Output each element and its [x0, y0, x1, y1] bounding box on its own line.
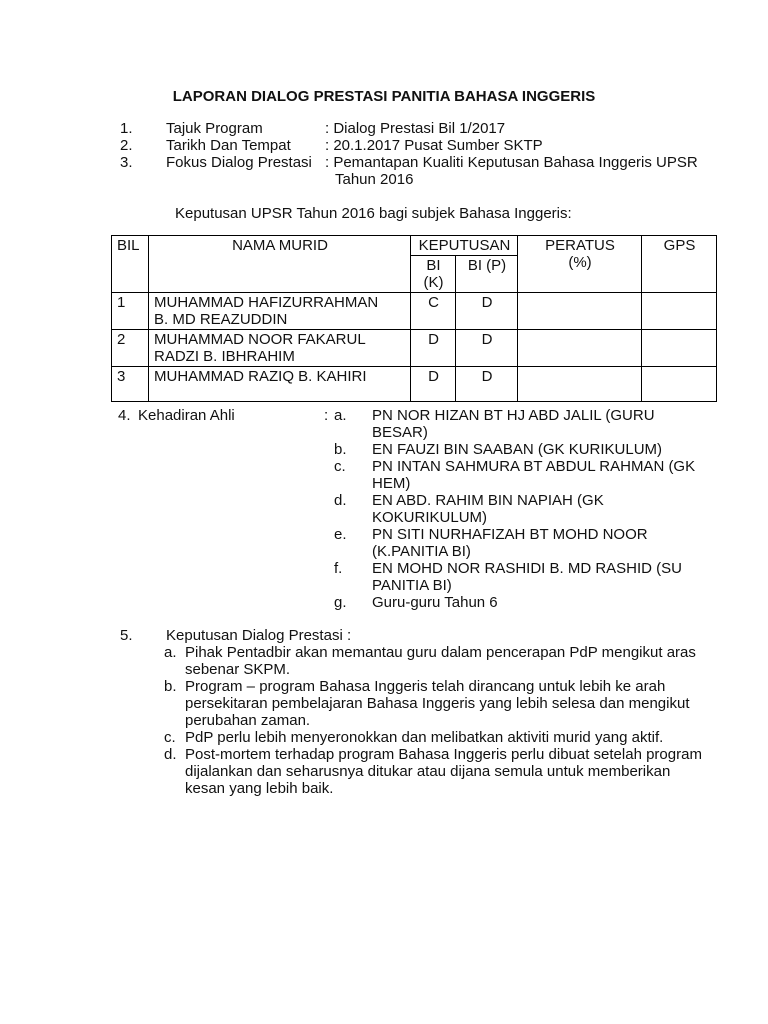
header-peratus-label: PERATUS — [545, 237, 615, 254]
decision-text-cont: dijalankan dan seharusnya ditukar atau dijana semula untuk memberikan — [185, 763, 671, 780]
cell-gps — [642, 293, 717, 330]
attendee-name: EN ABD. RAHIM BIN NAPIAH (GK — [372, 492, 604, 509]
cell-peratus — [518, 293, 642, 330]
section-5-label: Keputusan Dialog Prestasi : — [166, 627, 352, 644]
decision-text: Post-mortem terhadap program Bahasa Inggeris perlu dibuat setelah program — [185, 746, 702, 763]
cell-bi-k: D — [411, 330, 456, 367]
table-header-row — [112, 236, 717, 256]
decision-text-cont: sebenar SKPM. — [185, 661, 291, 678]
attendee-letter: e. — [334, 526, 347, 543]
attendee-name-cont: BESAR) — [372, 424, 428, 441]
info-label-tarikh: Tarikh Dan Tempat — [166, 137, 291, 154]
cell-gps — [642, 367, 717, 402]
attendee-letter: g. — [334, 594, 347, 611]
header-nama-murid: NAMA MURID — [149, 236, 411, 293]
header-bi-k-line2: (K) — [423, 274, 444, 291]
attendee-letter: a. — [334, 407, 347, 424]
cell-bi-k: C — [411, 293, 456, 330]
decision-letter: d. — [164, 746, 177, 763]
attendee-letter: d. — [334, 492, 347, 509]
cell-nama — [149, 367, 411, 402]
header-bi-k — [411, 256, 456, 293]
info-num-1: 1. — [120, 120, 133, 137]
info-num-3: 3. — [120, 154, 133, 171]
attendee-name: EN FAUZI BIN SAABAN (GK KURIKULUM) — [372, 441, 663, 458]
section-4-label: Kehadiran Ahli — [138, 407, 235, 424]
cell-bi-p: D — [456, 330, 518, 367]
attendee-name-cont: PANITIA BI) — [372, 577, 452, 594]
section-4-num: 4. — [118, 407, 131, 424]
attendee-name-cont: KOKURIKULUM) — [372, 509, 488, 526]
attendee-letter: b. — [334, 441, 347, 458]
section-5-num: 5. — [120, 627, 133, 644]
attendee-letter: f. — [334, 560, 343, 577]
header-peratus — [518, 236, 642, 293]
info-value-tarikh: : 20.1.2017 Pusat Sumber SKTP — [325, 137, 543, 154]
cell-nama-line1: MUHAMMAD NOOR FAKARUL — [154, 331, 366, 348]
cell-nama-line1: MUHAMMAD RAZIQ B. KAHIRI — [154, 368, 367, 385]
decision-text: Program – program Bahasa Inggeris telah dirancang untuk lebih ke arah — [185, 678, 666, 695]
cell-bil: 1 — [112, 293, 149, 330]
attendee-name: PN SITI NURHAFIZAH BT MOHD NOOR — [372, 526, 648, 543]
attendee-name-cont: HEM) — [372, 475, 411, 492]
cell-bi-p: D — [456, 293, 518, 330]
cell-peratus — [518, 330, 642, 367]
decision-letter: a. — [164, 644, 177, 661]
attendee-name: Guru-guru Tahun 6 — [372, 594, 498, 611]
cell-bi-p: D — [456, 367, 518, 402]
attendee-name: EN MOHD NOR RASHIDI B. MD RASHID (SU — [372, 560, 683, 577]
cell-gps — [642, 330, 717, 367]
info-label-tajuk: Tajuk Program — [166, 120, 263, 137]
decision-letter: c. — [164, 729, 176, 746]
cell-bil: 2 — [112, 330, 149, 367]
table-row — [112, 367, 717, 402]
document-title: LAPORAN DIALOG PRESTASI PANITIA BAHASA INGGERIS — [172, 88, 596, 105]
decision-letter: b. — [164, 678, 177, 695]
header-gps: GPS — [642, 236, 717, 293]
info-label-fokus: Fokus Dialog Prestasi — [166, 154, 312, 171]
header-bi-k-line1: BI — [426, 257, 441, 274]
cell-nama-line2: RADZI B. IBHRAHIM — [154, 348, 295, 365]
results-intro: Keputusan UPSR Tahun 2016 bagi subjek Bahasa Inggeris: — [175, 205, 572, 222]
header-peratus-unit: (%) — [568, 254, 592, 271]
attendee-name: PN INTAN SAHMURA BT ABDUL RAHMAN (GK — [372, 458, 696, 475]
results-table — [111, 235, 717, 402]
info-value-fokus-cont: Tahun 2016 — [335, 171, 414, 188]
header-keputusan: KEPUTUSAN — [411, 236, 518, 256]
cell-bil: 3 — [112, 367, 149, 402]
info-num-2: 2. — [120, 137, 133, 154]
cell-nama — [149, 330, 411, 367]
cell-nama — [149, 293, 411, 330]
attendee-name: PN NOR HIZAN BT HJ ABD JALIL (GURU — [372, 407, 655, 424]
header-bil: BIL — [112, 236, 149, 293]
table-row — [112, 330, 717, 367]
decision-text: PdP perlu lebih menyeronokkan dan melibatkan aktiviti murid yang aktif. — [185, 729, 664, 746]
decision-text-cont: kesan yang lebih baik. — [185, 780, 334, 797]
cell-bi-k: D — [411, 367, 456, 402]
info-value-fokus: : Pemantapan Kualiti Keputusan Bahasa Inggeris UPSR — [325, 154, 698, 171]
header-bi-p: BI (P) — [456, 256, 518, 293]
decision-text-cont: perubahan zaman. — [185, 712, 311, 729]
cell-nama-line1: MUHAMMAD HAFIZURRAHMAN — [154, 294, 379, 311]
table-row — [112, 293, 717, 330]
cell-peratus — [518, 367, 642, 402]
section-4-colon: : — [324, 407, 329, 424]
info-value-tajuk: : Dialog Prestasi Bil 1/2017 — [325, 120, 506, 137]
decision-text-cont: persekitaran pembelajaran Bahasa Inggeris yang lebih selesa dan mengikut — [185, 695, 690, 712]
cell-nama-line2: B. MD REAZUDDIN — [154, 311, 288, 328]
attendee-letter: c. — [334, 458, 346, 475]
decision-text: Pihak Pentadbir akan memantau guru dalam pencerapan PdP mengikut aras — [185, 644, 696, 661]
attendee-name-cont: (K.PANITIA BI) — [372, 543, 471, 560]
